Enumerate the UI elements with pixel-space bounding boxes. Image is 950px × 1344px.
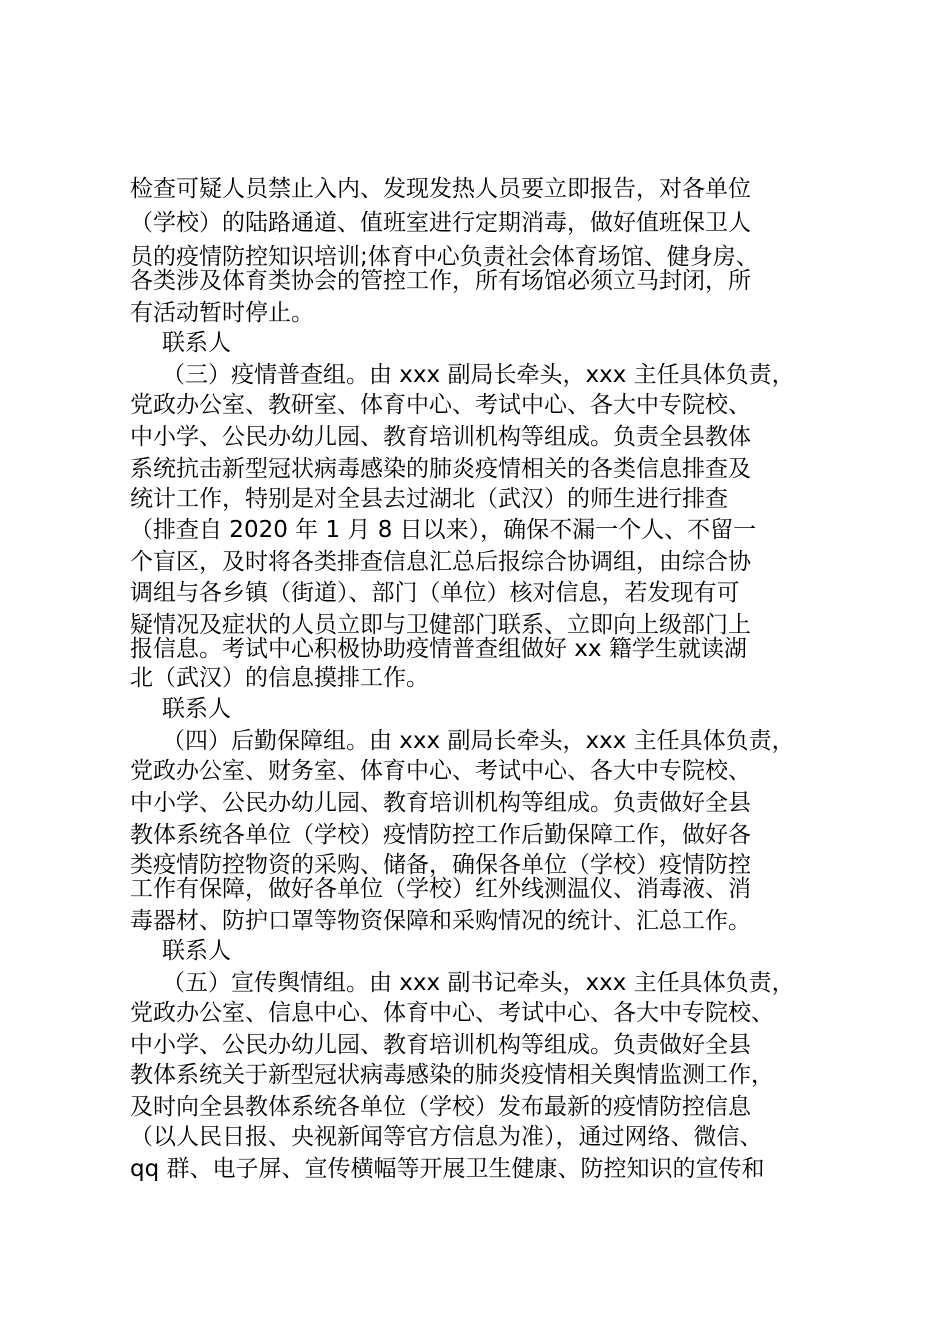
text-line: 检查可疑人员禁止入内、发现发热人员要立即报告，对各单位: [130, 176, 751, 202]
text-line: 及时向全县教体系统各单位（学校）发布最新的疫情防控信息: [130, 1094, 751, 1120]
text-line: 工作有保障，做好各单位（学校）红外线测温仪、消毒液、消: [130, 876, 751, 902]
section-heading-5: （五）宣传舆情组。由 xxx 副书记牵头，xxx 主任具体负责，: [162, 970, 795, 996]
text-line: 有活动暂时停止。: [130, 300, 314, 326]
text-line: 党政办公室、信息中心、体育中心、考试中心、各大中专院校、: [130, 1000, 774, 1026]
text-line: 各类涉及体育类协会的管控工作，所有场馆必须立马封闭，所: [130, 268, 751, 294]
text-line: 教体系统各单位（学校）疫情防控工作后勤保障工作，做好各: [130, 822, 751, 848]
text-line: 类疫情防控物资的采购、储备，确保各单位（学校）疫情防控: [130, 852, 751, 878]
text-line: 毒器材、防护口罩等物资保障和采购情况的统计、汇总工作。: [130, 908, 751, 934]
text-line: 疑情况及症状的人员立即与卫健部门联系、立即向上级部门上: [130, 612, 751, 638]
text-line: qq 群、电子屏、宣传横幅等开展卫生健康、防控知识的宣传和: [130, 1156, 765, 1182]
text-line: 中小学、公民办幼儿园、教育培训机构等组成。负责做好全县: [130, 790, 751, 816]
text-line: （学校）的陆路通道、值班室进行定期消毒，做好值班保卫人: [130, 210, 751, 236]
contact-label: 联系人: [162, 330, 231, 356]
text-line: 中小学、公民办幼儿园、教育培训机构等组成。负责做好全县: [130, 1032, 751, 1058]
text-line: 个盲区，及时将各类排查信息汇总后报综合协调组，由综合协: [130, 549, 751, 575]
text-line: 调组与各乡镇（街道）、部门（单位）核对信息，若发现有可: [130, 580, 740, 606]
text-line: 党政办公室、教研室、体育中心、考试中心、各大中专院校、: [130, 392, 751, 418]
text-line: 系统抗击新型冠状病毒感染的肺炎疫情相关的各类信息排查及: [130, 456, 751, 482]
text-line: （排查自 2020 年 1 月 8 日以来），确保不漏一个人、不留一: [130, 517, 757, 543]
text-line: 教体系统关于新型冠状病毒感染的肺炎疫情相关舆情监测工作，: [130, 1062, 774, 1088]
contact-label: 联系人: [162, 938, 231, 964]
text-line: 统计工作，特别是对全县去过湖北（武汉）的师生进行排查: [130, 486, 728, 512]
text-line: 北（武汉）的信息摸排工作。: [130, 665, 429, 691]
text-line: 党政办公室、财务室、体育中心、考试中心、各大中专院校、: [130, 758, 751, 784]
text-line: 中小学、公民办幼儿园、教育培训机构等组成。负责全县教体: [130, 424, 751, 450]
section-heading-4: （四）后勤保障组。由 xxx 副局长牵头，xxx 主任具体负责，: [162, 728, 795, 754]
contact-label: 联系人: [162, 696, 231, 722]
text-line: （以人民日报、央视新闻等官方信息为准），通过网络、微信、: [130, 1124, 763, 1150]
text-line: 员的疫情防控知识培训;体育中心负责社会体育场馆、健身房、: [130, 244, 759, 270]
text-line: 报信息。考试中心积极协助疫情普查组做好 xx 籍学生就读湖: [130, 636, 747, 662]
section-heading-3: （三）疫情普查组。由 xxx 副局长牵头，xxx 主任具体负责，: [162, 362, 795, 388]
